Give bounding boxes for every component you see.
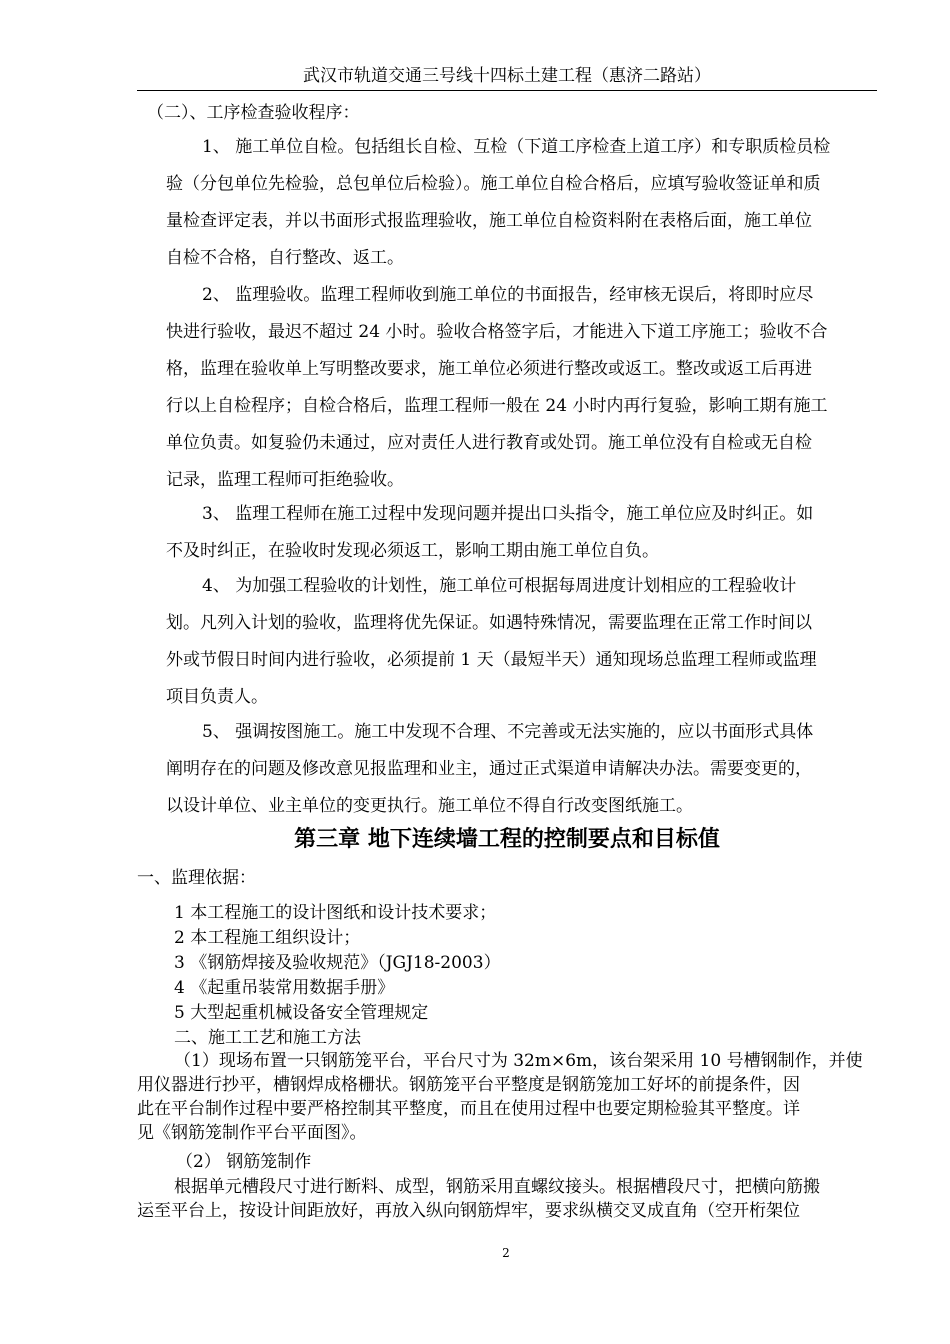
basis-item: 2 本工程施工组织设计； (174, 928, 361, 948)
chapter-title: 第三章 地下连续墙工程的控制要点和目标值 (294, 827, 720, 852)
paragraph-line: 用仪器进行抄平，槽钢焊成格栅状。钢筋笼平台平整度是钢筋笼加工好坏的前提条件，因 (137, 1075, 800, 1095)
paragraph-line: 此在平台制作过程中要严格控制其平整度，而且在使用过程中也要定期检验其平整度。详 (137, 1099, 800, 1119)
paragraph-line: 格，监理在验收单上写明整改要求，施工单位必须进行整改或返工。整改或返工后再进 (166, 359, 812, 379)
paragraph-line: 阐明存在的问题及修改意见报监理和业主，通过正式渠道申请解决办法。需要变更的， (166, 759, 812, 779)
paragraph-line: 验（分包单位先检验，总包单位后检验）。施工单位自检合格后，应填写验收签证单和质 (166, 174, 821, 194)
subsection-title: （2） 钢筋笼制作 (176, 1152, 312, 1172)
page-header: 武汉市轨道交通三号线十四标土建工程（惠济二路站） (137, 64, 877, 91)
paragraph-line: 外或节假日时间内进行验收，必须提前 1 天（最短半天）通知现场总监理工程师或监理 (166, 650, 817, 670)
paragraph-line: 2、 监理验收。监理工程师收到施工单位的书面报告，经审核无误后，将即时应尽 (202, 285, 814, 305)
section-title: （二）、工序检查验收程序： (147, 103, 360, 123)
paragraph-line: 单位负责。如复验仍未通过，应对责任人进行教育或处罚。施工单位没有自检或无自检 (166, 433, 812, 453)
paragraph-line: 运至平台上，按设计间距放好，再放入纵向钢筋焊牢，要求纵横交叉成直角（空开桁架位 (137, 1201, 800, 1221)
paragraph-line: 行以上自检程序；自检合格后，监理工程师一般在 24 小时内再行复验，影响工期有施工 (166, 396, 828, 416)
page-number: 2 (502, 1246, 510, 1260)
methods-title: 二、施工工艺和施工方法 (174, 1028, 361, 1048)
paragraph-line: 3、 监理工程师在施工过程中发现问题并提出口头指令，施工单位应及时纠正。如 (202, 504, 814, 524)
paragraph-line: 快进行验收，最迟不超过 24 小时。验收合格签字后，才能进入下道工序施工；验收不合 (166, 322, 828, 342)
paragraph-line: 记录，监理工程师可拒绝验收。 (166, 470, 404, 490)
basis-item: 3 《钢筋焊接及验收规范》（JGJ18-2003） (174, 953, 501, 973)
paragraph-line: 1、 施工单位自检。包括组长自检、互检（下道工序检查上道工序）和专职质检员检 (202, 137, 831, 157)
basis-item: 5 大型起重机械设备安全管理规定 (174, 1003, 429, 1023)
paragraph-line: 项目负责人。 (166, 687, 268, 707)
basis-title: 一、监理依据： (137, 868, 256, 888)
paragraph-line: 不及时纠正，在验收时发现必须返工，影响工期由施工单位自负。 (166, 541, 659, 561)
paragraph-line: 根据单元槽段尺寸进行断料、成型，钢筋采用直螺纹接头。根据槽段尺寸，把横向筋搬 (174, 1177, 820, 1197)
paragraph-line: （1）现场布置一只钢筋笼平台，平台尺寸为 32m×6m，该台架采用 10 号槽钢制作，并使 (174, 1051, 863, 1071)
basis-item: 4 《起重吊装常用数据手册》 (174, 978, 395, 998)
paragraph-line: 量检查评定表，并以书面形式报监理验收，施工单位自检资料附在表格后面，施工单位 (166, 211, 812, 231)
paragraph-line: 以设计单位、业主单位的变更执行。施工单位不得自行改变图纸施工。 (166, 796, 693, 816)
paragraph-line: 自检不合格，自行整改、返工。 (166, 248, 404, 268)
paragraph-line: 4、 为加强工程验收的计划性，施工单位可根据每周进度计划相应的工程验收计 (202, 576, 797, 596)
basis-item: 1 本工程施工的设计图纸和设计技术要求； (174, 903, 497, 923)
paragraph-line: 5、 强调按图施工。施工中发现不合理、不完善或无法实施的，应以书面形式具体 (202, 722, 814, 742)
paragraph-line: 划。凡列入计划的验收，监理将优先保证。如遇特殊情况，需要监理在正常工作时间以 (166, 613, 812, 633)
paragraph-line: 见《钢筋笼制作平台平面图》。 (137, 1123, 367, 1143)
